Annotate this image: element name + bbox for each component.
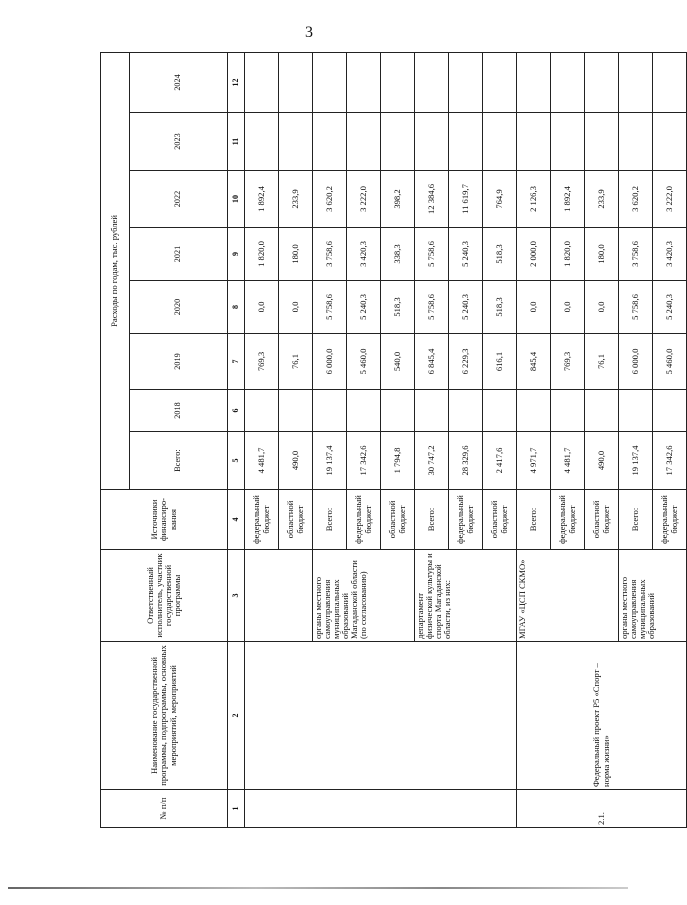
cell-2019: 616,1: [483, 334, 517, 390]
cell-2024: [347, 52, 381, 112]
row-total: 17 342,6: [347, 432, 381, 490]
cell-2023: [313, 113, 347, 171]
cell-2021: 3 420,3: [347, 228, 381, 281]
cell-2018: [517, 390, 551, 432]
row-source: федеральный бюджет: [449, 490, 483, 550]
cell-2022: 3 620,2: [619, 171, 653, 228]
scan-edge-line: [8, 887, 628, 889]
cell-2021: 3 758,6: [619, 228, 653, 281]
cell-2019: 769,3: [551, 334, 585, 390]
row-total: 1 794,8: [381, 432, 415, 490]
cell-2024: [313, 52, 347, 112]
header-name: Наименование государственной программы, подпрограммы, основных мероприятий, мероприятий: [101, 642, 228, 790]
row-executor: органы местного самоуправления муниципальных образований Магаданской области (по согласованию): [313, 550, 415, 642]
cell-2020: 518,3: [381, 281, 415, 334]
cell-2021: 180,0: [279, 228, 313, 281]
cell-2018: [415, 390, 449, 432]
col-number: 3: [228, 550, 245, 642]
col-number: 7: [228, 334, 245, 390]
col-number: 6: [228, 390, 245, 432]
row-name: Федеральный проект Р5 «Спорт – норма жизни»: [517, 642, 687, 790]
cell-2024: [245, 52, 279, 112]
budget-table: [100, 52, 687, 828]
cell-2022: 1 892,4: [551, 171, 585, 228]
cell-2018: [449, 390, 483, 432]
cell-2019: 6 845,4: [415, 334, 449, 390]
row-source: областной бюджет: [585, 490, 619, 550]
row-source: Всего:: [619, 490, 653, 550]
row-total: 28 329,6: [449, 432, 483, 490]
row-total: 490,0: [585, 432, 619, 490]
cell-2018: [313, 390, 347, 432]
cell-2019: 6 000,0: [619, 334, 653, 390]
cell-2020: 5 758,6: [313, 281, 347, 334]
cell-2019: 845,4: [517, 334, 551, 390]
cell-2022: 2 126,3: [517, 171, 551, 228]
cell-2020: 0,0: [517, 281, 551, 334]
table-row: [245, 52, 279, 827]
cell-2020: 0,0: [279, 281, 313, 334]
col-number: 10: [228, 171, 245, 228]
cell-2024: [619, 52, 653, 112]
cell-2023: [381, 113, 415, 171]
cell-2024: [483, 52, 517, 112]
cell-2022: 12 384,6: [415, 171, 449, 228]
cell-2021: 180,0: [585, 228, 619, 281]
cell-2019: 5 460,0: [653, 334, 687, 390]
header-executor: Ответственный исполнитель, участник государственной программы: [101, 550, 228, 642]
row-executor: органы местного самоуправления муниципальных образований: [619, 550, 687, 642]
cell-2020: 518,3: [483, 281, 517, 334]
cell-2020: 5 240,3: [347, 281, 381, 334]
row-source: федеральный бюджет: [551, 490, 585, 550]
row-total: 19 137,4: [619, 432, 653, 490]
cell-2021: 2 000,0: [517, 228, 551, 281]
col-number: 2: [228, 642, 245, 790]
cell-2019: 6 000,0: [313, 334, 347, 390]
cell-2022: 3 222,0: [653, 171, 687, 228]
cell-2019: 76,1: [585, 334, 619, 390]
cell-2018: [551, 390, 585, 432]
cell-2023: [619, 113, 653, 171]
header-year: 2018: [130, 390, 228, 432]
row-total: 19 137,4: [313, 432, 347, 490]
cell-2023: [517, 113, 551, 171]
cell-2023: [653, 113, 687, 171]
cell-2024: [551, 52, 585, 112]
cell-2022: 233,9: [585, 171, 619, 228]
row-source: федеральный бюджет: [347, 490, 381, 550]
cell-2023: [347, 113, 381, 171]
cell-2018: [381, 390, 415, 432]
cell-2024: [653, 52, 687, 112]
header-year: 2021: [130, 228, 228, 281]
cell-2019: 76,1: [279, 334, 313, 390]
row-total: 4 481,7: [245, 432, 279, 490]
row-source: Всего:: [415, 490, 449, 550]
header-source: Источники финансиро-вания: [101, 490, 228, 550]
col-number: 12: [228, 52, 245, 112]
cell-2019: 540,0: [381, 334, 415, 390]
cell-2018: [483, 390, 517, 432]
column-number-row: [228, 52, 245, 827]
cell-2022: 398,2: [381, 171, 415, 228]
cell-2019: 769,3: [245, 334, 279, 390]
row-total: 2 417,6: [483, 432, 517, 490]
cell-2021: 5 758,6: [415, 228, 449, 281]
row-total: 17 342,6: [653, 432, 687, 490]
cell-2024: [381, 52, 415, 112]
cell-2018: [279, 390, 313, 432]
header-year: 2024: [130, 52, 228, 112]
cell-2023: [551, 113, 585, 171]
cell-2019: 5 460,0: [347, 334, 381, 390]
row-executor: [245, 550, 313, 642]
cell-2023: [483, 113, 517, 171]
cell-2021: 5 240,3: [449, 228, 483, 281]
cell-2018: [653, 390, 687, 432]
cell-2021: 1 820,0: [551, 228, 585, 281]
cell-2022: 233,9: [279, 171, 313, 228]
cell-2021: 518,3: [483, 228, 517, 281]
col-number: 8: [228, 281, 245, 334]
cell-2018: [585, 390, 619, 432]
cell-2018: [619, 390, 653, 432]
cell-2022: 3 222,0: [347, 171, 381, 228]
cell-2020: 5 240,3: [449, 281, 483, 334]
row-source: областной бюджет: [483, 490, 517, 550]
row-source: федеральный бюджет: [653, 490, 687, 550]
row-source: областной бюджет: [279, 490, 313, 550]
cell-2022: 3 620,2: [313, 171, 347, 228]
cell-2021: 338,3: [381, 228, 415, 281]
col-number: 1: [228, 790, 245, 828]
table-row: [517, 52, 551, 827]
col-number: 5: [228, 432, 245, 490]
cell-2019: 6 229,3: [449, 334, 483, 390]
cell-2021: 3 758,6: [313, 228, 347, 281]
header-expenses: Расходы по годам, тыс. рублей: [101, 52, 130, 489]
row-source: областной бюджет: [381, 490, 415, 550]
col-number: 4: [228, 490, 245, 550]
row-total: 30 747,2: [415, 432, 449, 490]
header-year: 2022: [130, 171, 228, 228]
cell-2020: 0,0: [585, 281, 619, 334]
row-source: федеральный бюджет: [245, 490, 279, 550]
cell-2023: [449, 113, 483, 171]
cell-2023: [245, 113, 279, 171]
row-executor: департамент физической культуры и спорта Магаданской области, из них:: [415, 550, 517, 642]
cell-2018: [347, 390, 381, 432]
cell-2023: [415, 113, 449, 171]
row-number: [245, 790, 517, 828]
cell-2022: 764,9: [483, 171, 517, 228]
header-year: 2020: [130, 281, 228, 334]
cell-2021: 3 420,3: [653, 228, 687, 281]
cell-2023: [279, 113, 313, 171]
cell-2024: [517, 52, 551, 112]
row-number: 2.1.: [517, 790, 687, 828]
cell-2024: [279, 52, 313, 112]
header-year: 2023: [130, 113, 228, 171]
cell-2024: [415, 52, 449, 112]
cell-2020: 0,0: [245, 281, 279, 334]
rotated-table-container: [100, 53, 679, 828]
cell-2022: 11 619,7: [449, 171, 483, 228]
row-executor: МГАУ «ЦСП СКМО»: [517, 550, 619, 642]
cell-2020: 5 758,6: [415, 281, 449, 334]
cell-2018: [245, 390, 279, 432]
cell-2024: [449, 52, 483, 112]
col-number: 11: [228, 113, 245, 171]
cell-2020: 0,0: [551, 281, 585, 334]
row-source: Всего:: [313, 490, 347, 550]
row-source: Всего:: [517, 490, 551, 550]
row-total: 4 971,7: [517, 432, 551, 490]
page-number: 3: [305, 24, 313, 41]
row-total: 490,0: [279, 432, 313, 490]
row-name: [245, 642, 517, 790]
row-total: 4 481,7: [551, 432, 585, 490]
cell-2020: 5 240,3: [653, 281, 687, 334]
header-total: Всего:: [130, 432, 228, 490]
cell-2024: [585, 52, 619, 112]
cell-2022: 1 892,4: [245, 171, 279, 228]
col-number: 9: [228, 228, 245, 281]
cell-2020: 5 758,6: [619, 281, 653, 334]
header-num: № п/п: [101, 790, 228, 828]
header-year: 2019: [130, 334, 228, 390]
cell-2021: 1 820,0: [245, 228, 279, 281]
cell-2023: [585, 113, 619, 171]
